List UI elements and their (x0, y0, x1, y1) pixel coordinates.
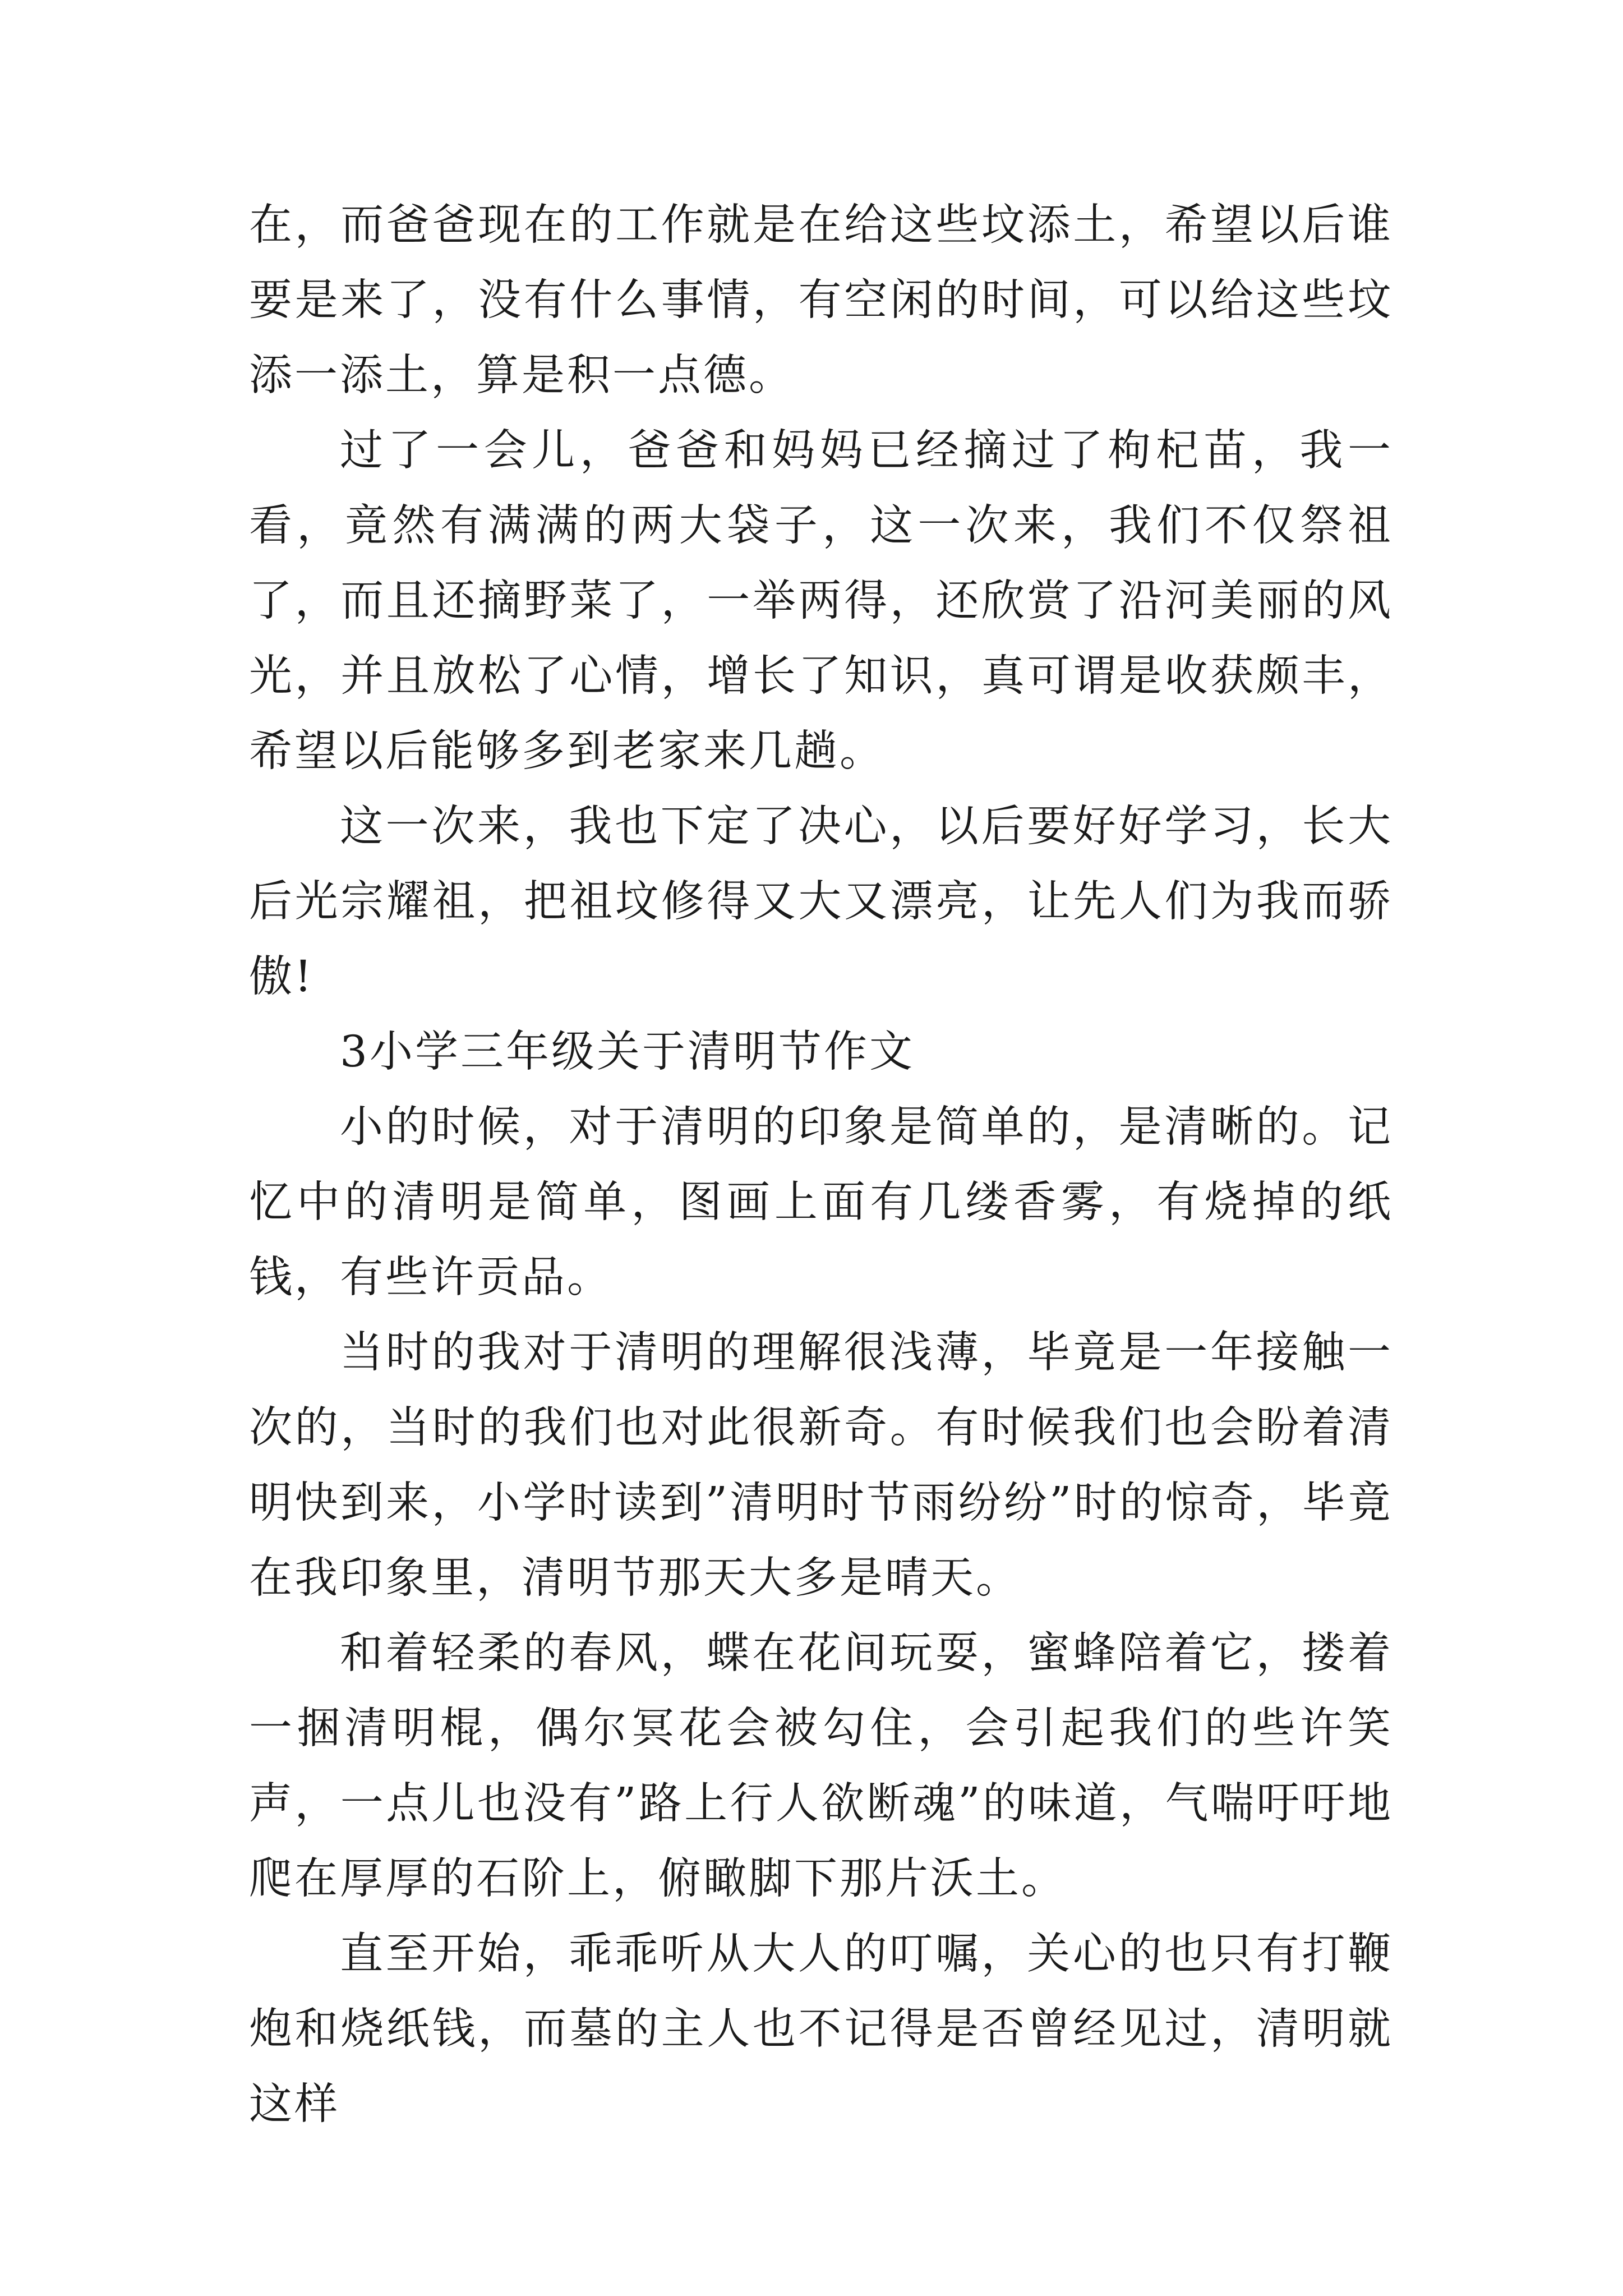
document-body (249, 188, 1393, 2142)
paragraph-continuation: 在，而爸爸现在的工作就是在给这些坟添土，希望以后谁要是来了，没有什么事情，有空闲的时间，可以给这些坟添一添土，算是积一点德。 (249, 200, 1393, 401)
section-heading: 3小学三年级关于清明节作文 (340, 1027, 915, 1077)
paragraph-childhood-impression: 小的时候，对于清明的印象是简单的，是清晰的。记忆中的清明是简单，图画上面有几缕香雾，有烧掉的纸钱，有些许贡品。 (249, 1102, 1393, 1303)
paragraph-understanding: 当时的我对于清明的理解很浅薄，毕竟是一年接触一次的，当时的我们也对此很新奇。有时候我们也会盼着清明快到来，小学时读到”清明时节雨纷纷”时的惊奇，毕竟在我印象里，清明节那天大多是晴天。 (249, 1328, 1393, 1603)
paragraph-determination: 这一次来，我也下定了决心，以后要好好学习，长大后光宗耀祖，把祖坟修得又大又漂亮，让先人们为我而骄傲! (249, 802, 1393, 1002)
paragraph-firecrackers: 直至开始，乖乖听从大人的叮嘱，关心的也只有打鞭炮和烧纸钱，而墓的主人也不记得是否曾经见过，清明就这样 (249, 1929, 1393, 2129)
paragraph-picking-vegetables: 过了一会儿，爸爸和妈妈已经摘过了枸杞苗，我一看，竟然有满满的两大袋子，这一次来，我们不仅祭祖了，而且还摘野菜了，一举两得，还欣赏了沿河美丽的风光，并且放松了心情，增长了知识，真可谓是收获颇丰，希望以后能够多到老家来几趟。 (249, 426, 1393, 776)
paragraph-spring-breeze: 和着轻柔的春风，蝶在花间玩耍，蜜蜂陪着它，搂着一捆清明棍，偶尔冥花会被勾住，会引起我们的些许笑声，一点儿也没有”路上行人欲断魂”的味道，气喘吁吁地爬在厚厚的石阶上，俯瞰脚下那片沃土。 (249, 1628, 1393, 1904)
